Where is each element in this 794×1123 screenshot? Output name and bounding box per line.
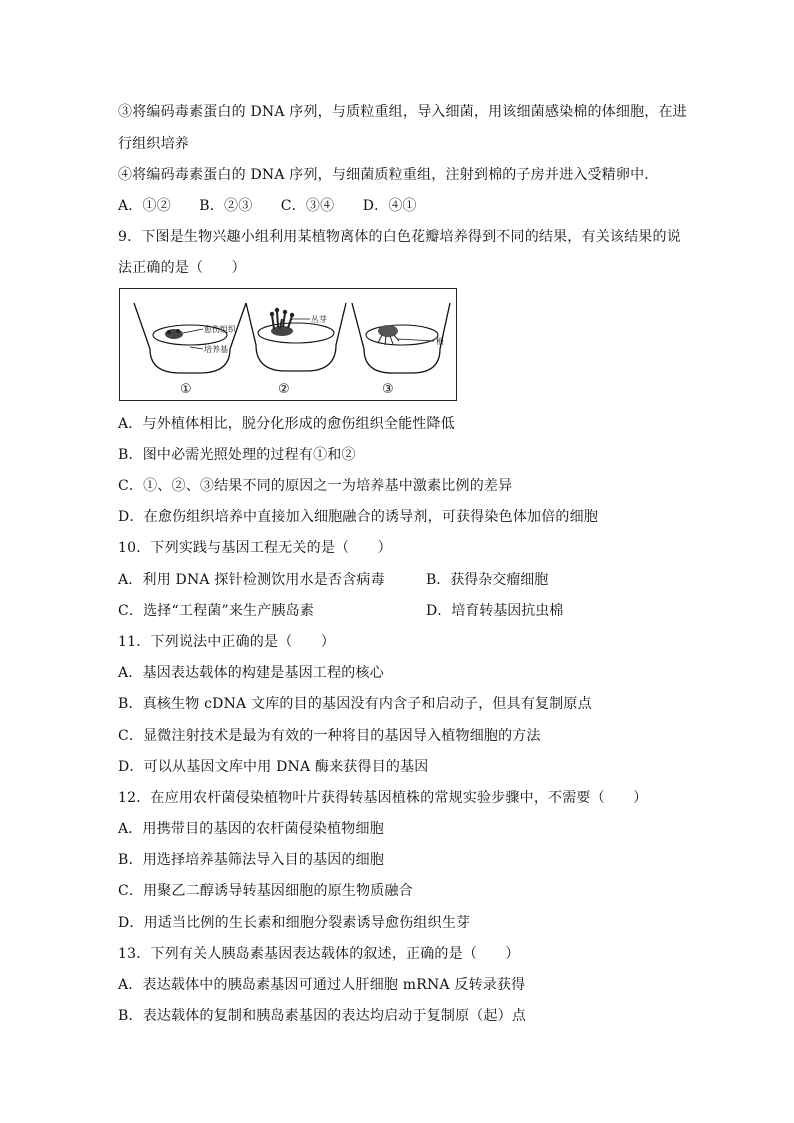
flask-2 <box>246 303 346 397</box>
figure-number-1: ① <box>180 382 192 397</box>
roots-icon <box>378 325 399 345</box>
q11-option-b: B．真核生物 cDNA 文库的目的基因没有内含子和启动子，但具有复制原点 <box>118 696 592 712</box>
q10-stem: 10．下列实践与基因工程无关的是（ ） <box>118 540 392 556</box>
culture-figure-drawing <box>120 289 458 402</box>
q8-choice-3-line1: ③将编码毒素蛋白的 DNA 序列，与质粒重组，导入细菌，用该细菌感染棉的体细胞，在进 <box>118 104 687 120</box>
figure-number-3: ③ <box>382 382 394 397</box>
shoots-icon <box>270 308 294 336</box>
q8-choice-3-line2: 行组织培养 <box>118 136 189 152</box>
q12-option-c: C．用聚乙二醇诱导转基因细胞的原生物质融合 <box>118 883 413 899</box>
label-callus: 愈伤组织 <box>204 325 236 334</box>
label-shoots: 丛芽 <box>311 315 327 324</box>
q13-stem: 13．下列有关人胰岛素基因表达载体的叙述，正确的是（ ） <box>118 946 520 962</box>
q9-stem-line2: 法正确的是（ ） <box>118 260 246 276</box>
label-roots: 根 <box>436 337 444 346</box>
q9-option-a: A．与外植体相比，脱分化形成的愈伤组织全能性降低 <box>118 416 455 432</box>
flask-3 <box>352 303 450 397</box>
q13-option-a: A．表达载体中的胰岛素基因可通过人肝细胞 mRNA 反转录获得 <box>118 977 526 993</box>
figure-number-2: ② <box>278 382 290 397</box>
flask-1 <box>134 303 246 397</box>
q12-option-a: A．用携带目的基因的农杆菌侵染植物细胞 <box>118 821 384 837</box>
q11-option-a: A．基因表达载体的构建是基因工程的核心 <box>118 665 384 681</box>
q8-choice-4: ④将编码毒素蛋白的 DNA 序列，与细菌质粒重组，注射到棉的子房并进入受精卵中． <box>118 167 659 183</box>
q13-option-b: B．表达载体的复制和胰岛素基因的表达均启动于复制原（起）点 <box>118 1008 527 1024</box>
q12-option-b: B．用选择培养基筛法导入目的基因的细胞 <box>118 852 385 868</box>
q9-option-c: C．①、②、③结果不同的原因之一为培养基中激素比例的差异 <box>118 478 513 494</box>
q12-stem: 12．在应用农杆菌侵染植物叶片获得转基因植株的常规实验步骤中，不需要（ ） <box>118 790 648 806</box>
q11-option-d: D．可以从基因文库中用 DNA 酶来获得目的基因 <box>118 759 429 775</box>
callus-icon <box>165 329 183 339</box>
q10-option-b: B．获得杂交瘤细胞 <box>426 572 549 588</box>
q10-option-a: A．利用 DNA 探针检测饮用水是否含病毒 <box>118 572 385 588</box>
q10-option-d: D．培育转基因抗虫棉 <box>426 603 564 619</box>
q12-option-d: D．用适当比例的生长素和细胞分裂素诱导愈伤组织生芽 <box>118 915 471 931</box>
q9-stem-line1: 9．下图是生物兴趣小组利用某植物离体的白色花瓣培养得到不同的结果，有关该结果的说 <box>118 229 681 245</box>
q9-option-d: D．在愈伤组织培养中直接加入细胞融合的诱导剂，可获得染色体加倍的细胞 <box>118 509 599 525</box>
q8-options: A．①② B．②③ C．③④ D．④① <box>118 198 417 214</box>
q10-option-c: C．选择“工程菌”来生产胰岛素 <box>118 603 315 619</box>
q11-option-c: C．显微注射技术是最为有效的一种将目的基因导入植物细胞的方法 <box>118 728 541 744</box>
q11-stem: 11．下列说法中正确的是（ ） <box>118 634 336 650</box>
q9-option-b: B．图中必需光照处理的过程有①和② <box>118 447 356 463</box>
culture-figure <box>119 288 457 401</box>
label-medium: 培养基 <box>204 345 228 354</box>
